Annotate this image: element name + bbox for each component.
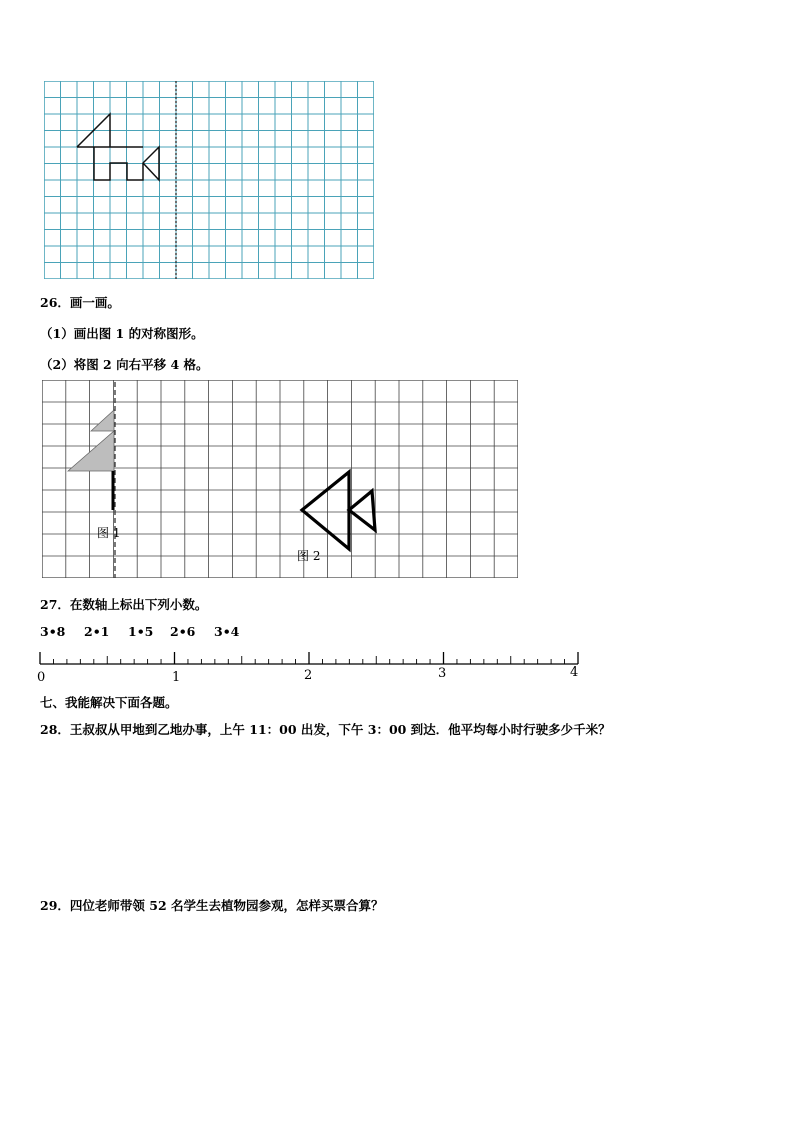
top-grid-figure (44, 81, 374, 279)
decimal-item: 3•4 (214, 624, 240, 639)
axis-label-0: 0 (37, 670, 46, 684)
q26-part1: （1）画出图 1 的对称图形。 (40, 326, 204, 341)
q27-title: 27．在数轴上标出下列小数。 (40, 597, 208, 612)
axis-label-1: 1 (172, 670, 181, 684)
axis-label-3: 3 (438, 666, 447, 681)
figure2-small-triangle (349, 491, 375, 530)
number-line-ticks (40, 652, 578, 664)
figure1-upper-triangle (91, 410, 114, 431)
figure1-lower-triangle (68, 431, 114, 471)
axis-label-2: 2 (304, 668, 313, 683)
decimal-item: 2•6 (170, 624, 196, 639)
q29-text: 29．四位老师带领 52 名学生去植物园参观，怎样买票合算？ (40, 898, 384, 913)
axis-label-4: 4 (570, 665, 579, 680)
decimal-item: 1•5 (128, 624, 154, 639)
number-line (34, 650, 586, 684)
q26-grid-figure (42, 380, 518, 578)
q26-part2: （2）将图 2 向右平移 4 格。 (40, 357, 209, 372)
q28-text: 28．王叔叔从甲地到乙地办事，上午 11：00 出发，下午 3：00 到达．他平均每小时行驶多少千米？ (40, 722, 611, 737)
figure2-big-triangle (302, 472, 349, 549)
decimal-item: 2•1 (84, 624, 110, 639)
figure2-label: 图 2 (297, 549, 321, 563)
decimal-list (40, 624, 300, 644)
decimal-item: 3•8 (40, 624, 66, 639)
section7-heading: 七、我能解决下面各题。 (40, 695, 178, 710)
figure1-label: 图 1 (97, 526, 121, 540)
q26-title: 26．画一画。 (40, 295, 120, 310)
